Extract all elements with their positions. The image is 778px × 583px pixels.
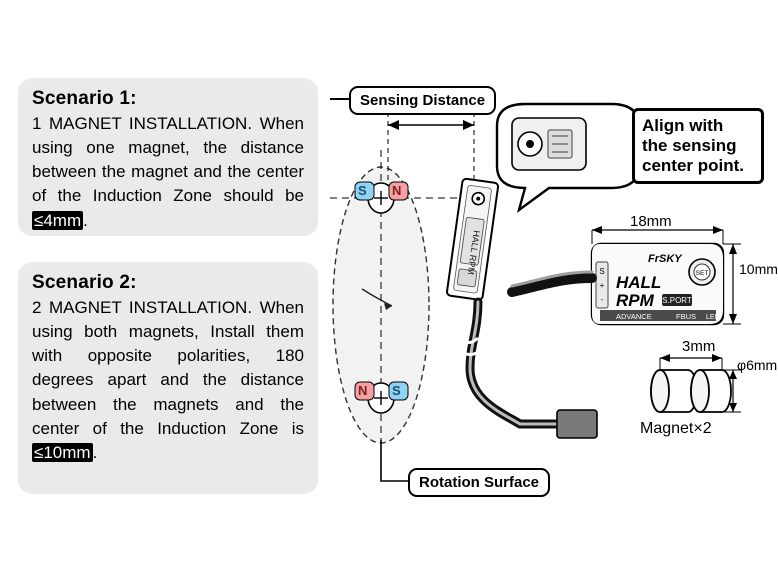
align-line-1: Align with [642,116,724,135]
dimension-diameter-label: φ6mm [737,357,778,373]
scenario-1-highlight: ≤4mm [34,210,82,230]
dimension-height-label: 10mm [739,261,778,277]
svg-text:HALL: HALL [616,273,662,292]
scenario-2-text-end: . [92,442,98,462]
scenario-2-body [32,296,304,465]
svg-text:LED: LED [706,314,720,321]
scenario-2-text: When using both magnets, Install them with opposite polarities, 180 degrees apart and the distance between the magnets and the center of the Induction Zone is [32,298,304,438]
svg-text:+: + [599,281,605,290]
pole-label-n-top: N [392,183,402,198]
dim-18mm-arrow-left [592,226,602,234]
svg-text:-: - [600,295,604,304]
scenario-1-line1: 1 MAGNET INSTALLATION. [32,114,253,133]
align-callout [632,108,764,184]
hall-rpm-module [592,244,723,324]
scenario-1-card [18,78,318,236]
scenario-2-highlight: ≤10mm [34,442,91,462]
servo-plug [557,410,597,438]
scenario-1-body [32,112,304,233]
rotation-surface-callout: Rotation Surface [408,468,550,497]
dim-18mm-arrow-right [713,226,723,234]
dim-arrow-right [463,120,474,130]
dimension-width-label: 18mm [630,213,672,230]
dim-arrow-left [388,120,399,130]
sensing-distance-callout: Sensing Distance [349,86,496,115]
pole-label-n-bottom: N [358,383,368,398]
align-line-2: the sensing [642,136,737,156]
sensor-cable [470,302,560,424]
dim-10mm-arrow-bottom [729,314,737,324]
dim-10mm-arrow-top [729,244,737,254]
svg-text:HALL RPM: HALL RPM [465,229,482,276]
dim-phi6-arrow-top [729,370,737,379]
svg-text:S: S [599,267,605,276]
scenario-1-text-end: . [83,210,88,230]
pole-label-s-top: S [358,183,367,198]
module-wires [512,278,592,292]
svg-text:S.PORT: S.PORT [662,296,692,305]
dim-phi6-arrow-bottom [729,403,737,412]
rotation-surface-leader [381,440,408,481]
sensor-module-diagram [446,178,498,300]
pole-label-s-bottom: S [392,383,401,398]
svg-text:SET: SET [695,270,709,277]
scenario-2-card [18,262,318,494]
svg-text:FBUS: FBUS [676,312,697,321]
scenario-1-text: When using one magnet, the distance between the magnet and the center of the Induction Zone should be [32,114,304,206]
align-line-3: center point. [642,156,745,176]
svg-text:FrSKY: FrSKY [648,253,682,265]
dimension-spacing-label: 3mm [682,338,716,355]
svg-text:ADVANCE: ADVANCE [616,312,652,321]
dim-3mm-arrow-right [712,354,722,362]
magnet-count-label: Magnet×2 [640,420,712,437]
magnet-cylinder-2 [691,370,731,412]
scenario-2-line1: 2 MAGNET INSTALLATION. [32,298,253,317]
scenario-1-title: Scenario 1: [32,88,137,109]
speech-bubble-sensor-zoom [512,118,586,170]
scenario-2-title: Scenario 2: [32,272,137,293]
dim-3mm-arrow-left [660,354,670,362]
svg-text:RPM: RPM [616,291,654,310]
